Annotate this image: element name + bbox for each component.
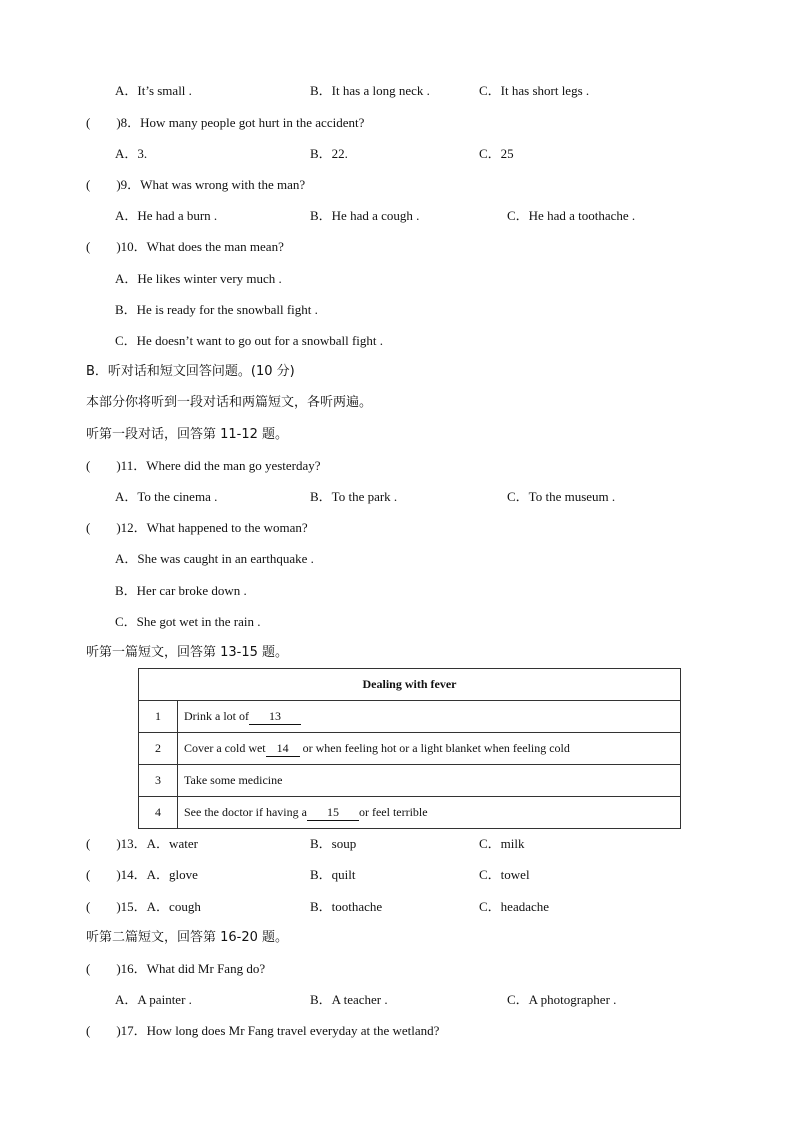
row-text — [178, 797, 681, 829]
question-10 — [86, 239, 284, 255]
question-15 — [86, 899, 201, 915]
question-9 — [86, 177, 305, 193]
q9-option-c: C．He had a toothache . — [507, 208, 636, 223]
question-13 — [86, 836, 198, 852]
table-row — [139, 797, 681, 829]
table-row — [139, 701, 681, 733]
row-text-pre: Cover a cold wet — [184, 740, 266, 755]
q12-option-b: B．Her car broke down . — [115, 583, 247, 598]
row-number: 4 — [139, 797, 178, 829]
q12-option-a: A．She was caught in an earthquake . — [115, 551, 314, 566]
answer-paren: ( ) — [86, 961, 121, 976]
table-row — [139, 733, 681, 765]
q15-option-c: C．headache — [479, 899, 550, 914]
table-title: Dealing with fever — [139, 669, 681, 701]
passage-1-intro: 听第一篇短文，回答第 13-15 题。 — [86, 645, 289, 660]
q8-option-a: A．3. — [115, 146, 148, 161]
q16-option-b: B．A teacher . — [310, 992, 388, 1007]
q14-option-b: B．quilt — [310, 867, 356, 882]
q7-option-c: C．It has short legs . — [479, 83, 590, 98]
row-text-post: or feel terrible — [358, 804, 428, 819]
q16-option-c: C．A photographer . — [507, 992, 617, 1007]
row-text-pre: Drink a lot of — [184, 708, 249, 723]
passage-2-intro: 听第二篇短文，回答第 16-20 题。 — [86, 930, 289, 945]
q8-option-c: C．25 — [479, 146, 514, 161]
q7-option-a: A．It’s small . — [115, 83, 192, 98]
question-text: 9．What was wrong with the man? — [120, 177, 306, 192]
q9-option-b: B．He had a cough . — [310, 208, 420, 223]
question-text: 12．What happened to the woman? — [120, 520, 308, 535]
q13-option-c: C．milk — [479, 836, 525, 851]
answer-paren: ( ) — [86, 115, 121, 130]
question-text: 10．What does the man mean? — [120, 239, 284, 254]
question-text: 11．Where did the man go yesterday? — [120, 458, 321, 473]
answer-paren: ( ) — [86, 867, 121, 882]
fever-table — [138, 668, 681, 829]
section-b-title: B．听对话和短文回答问题。(10 分) — [86, 364, 295, 379]
question-14 — [86, 867, 198, 883]
question-text: 17．How long does Mr Fang travel everyday at the wetland? — [120, 1023, 440, 1038]
q11-option-b: B．To the park . — [310, 489, 398, 504]
q10-option-c: C．He doesn’t want to go out for a snowball fight . — [115, 333, 384, 348]
table-row — [139, 765, 681, 797]
blank-15: 15 — [307, 805, 359, 821]
q9-option-a: A．He had a burn . — [115, 208, 218, 223]
row-number: 1 — [139, 701, 178, 733]
q12-option-c: C．She got wet in the rain . — [115, 614, 261, 629]
row-number: 2 — [139, 733, 178, 765]
q15-option-a: 15．A．cough — [120, 899, 201, 914]
question-text: 8．How many people got hurt in the accident? — [120, 115, 365, 130]
question-text: 16．What did Mr Fang do? — [120, 961, 266, 976]
section-b-intro: 本部分你将听到一段对话和两篇短文，各听两遍。 — [86, 395, 373, 410]
q14-option-a: 14．A．glove — [120, 867, 198, 882]
question-17 — [86, 1023, 439, 1039]
row-text: Take some medicine — [178, 765, 681, 797]
q10-option-a: A．He likes winter very much . — [115, 271, 282, 286]
answer-paren: ( ) — [86, 458, 121, 473]
q13-option-a: 13．A．water — [120, 836, 198, 851]
answer-paren: ( ) — [86, 520, 121, 535]
q13-option-b: B．soup — [310, 836, 357, 851]
row-text — [178, 701, 681, 733]
row-text-pre: See the doctor if having a — [184, 804, 307, 819]
q8-option-b: B．22. — [310, 146, 348, 161]
q11-option-c: C．To the museum . — [507, 489, 616, 504]
question-16 — [86, 961, 265, 977]
row-text — [178, 733, 681, 765]
blank-14: 14 — [266, 741, 300, 757]
q16-option-a: A．A painter . — [115, 992, 192, 1007]
question-8 — [86, 115, 364, 131]
answer-paren: ( ) — [86, 1023, 121, 1038]
blank-13: 13 — [249, 709, 301, 725]
row-text-post: or when feeling hot or a light blanket when feeling cold — [299, 740, 570, 755]
q14-option-c: C．towel — [479, 867, 530, 882]
q15-option-b: B．toothache — [310, 899, 383, 914]
question-11 — [86, 458, 321, 474]
q10-option-b: B．He is ready for the snowball fight . — [115, 302, 318, 317]
answer-paren: ( ) — [86, 239, 121, 254]
row-number: 3 — [139, 765, 178, 797]
table-header-row — [139, 669, 681, 701]
q11-option-a: A．To the cinema . — [115, 489, 218, 504]
question-12 — [86, 520, 308, 536]
answer-paren: ( ) — [86, 836, 121, 851]
q7-option-b: B．It has a long neck . — [310, 83, 430, 98]
answer-paren: ( ) — [86, 899, 121, 914]
answer-paren: ( ) — [86, 177, 121, 192]
dialogue-1-intro: 听第一段对话，回答第 11-12 题。 — [86, 427, 289, 442]
